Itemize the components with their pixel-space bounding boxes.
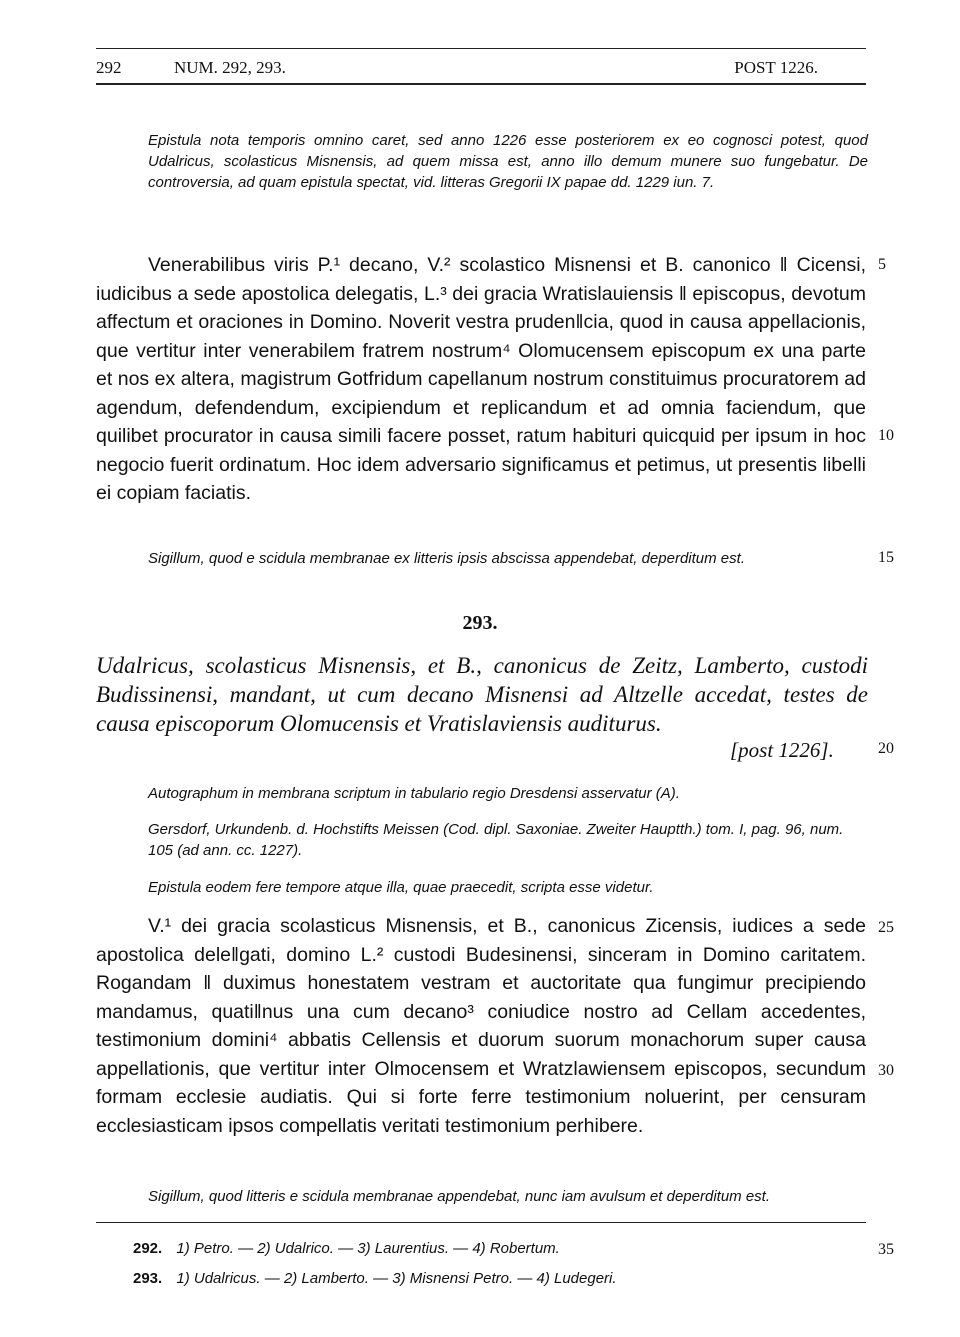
doc293-date: [post 1226]. [730,738,834,762]
doc293-seal-note: Sigillum, quod litteris e scidula membranae appendebat, nunc iam avulsum et deperditum est. [148,1188,771,1205]
header-rule-bottom [96,83,866,85]
doc292-intro: Epistula nota temporis omnino caret, sed anno 1226 esse posteriorem ex eo cognosci potest, quod Udalricus, scolasticus Misnensis, ad quem missa est, anno illo demum munere suo fungebatur. De controversia, ad quam epistula spectat, vid. litteras Gregorii IX papae dd. 1229 iun. 7. [148,132,868,191]
doc293-text [96,912,866,1140]
doc293-date-note: Epistula eodem fere tempore atque illa, quae praecedit, scripta esse videtur. [148,879,654,896]
running-header [96,58,866,80]
line-number: 30 [878,1062,894,1079]
doc292-seal-note: Sigillum, quod e scidula membranae ex litteris ipsis abscissa appendebat, deperditum est. [148,550,745,567]
line-number: 5 [878,256,886,273]
header-doc-numbers: NUM. 292, 293. [174,58,286,77]
doc293-source-note: Autographum in membrana scriptum in tabulario regio Dresdensi asservatur (A). [148,785,680,802]
footnote-292 [133,1240,560,1257]
header-date: POST 1226. [734,58,818,77]
line-number: 10 [878,427,894,444]
footnote-doc-number: 293. [133,1270,163,1287]
doc293-edition-note: Gersdorf, Urkundenb. d. Hochstifts Meissen (Cod. dipl. Saxoniae. Zweiter Hauptth.) tom. I, pag. 96, num. 105 (ad ann. cc. 1227). [148,821,844,859]
doc292-paragraph: Venerabilibus viris P.¹ decano, V.² scolastico Misnensi et B. canonico ‖ Cicensi, iudicibus a sede apostolica delegatis, L.³ dei gracia Wratislauiensis ‖ episcopus, devotum affectum et oraciones in Domino. Noverit vestra pruden‖cia, quod in causa appellacionis, que vertitur inter venerabilem fratrem nostrum⁴ Olomucensem episcopum ex una parte et nos ex altera, magistrum Gotfridum capellanum nostrum constituimus procuratorem ad agendum, defendendum, excipiendum et replicandum et ad omnia faciendum, que quilibet procurator in causa simili facere posset, ratum habituri quicquid per ipsum in hoc negocio fuerit ordinatum. Hoc idem adversario significamus et petimus, ut presentis libelli ei copiam faciatis. [96,254,866,504]
footnote-293 [133,1270,617,1287]
footnote-text: 1) Udalricus. — 2) Lamberto. — 3) Misnensi Petro. — 4) Ludegeri. [176,1270,617,1287]
footnote-rule [96,1222,866,1223]
line-number: 25 [878,919,894,936]
footnote-text: 1) Petro. — 2) Udalrico. — 3) Laurentius. — 4) Robertum. [176,1240,560,1257]
page-number: 292 [96,58,122,77]
doc293-paragraph: V.¹ dei gracia scolasticus Misnensis, et B., canonicus Zicensis, iudices a sede apostolica dele‖gati, domino L.² custodi Budesinensi, sinceram in Domino caritatem. Rogandam ‖ duximus honestatem vestram et auctoritate qua fungimur precipiendo mandamus, quati‖nus una cum decano³ coniudice nostro ad Cellam accedentes, testimonium domini⁴ abbatis Cellensis et duorum suorum monachorum super causa appellationis, que vertitur inter Olmocensem et Wratzlawiensem episcopos, secundum formam ecclesie audiatis. Qui si forte ferre testimonium noluerint, per censuram ecclesiasticam ipsos compellatis veritati testimonium perhibere. [96,915,866,1137]
doc293-regest: Udalricus, scolasticus Misnensis, et B., canonicus de Zeitz, Lamberto, custodi Budissinensi, mandant, ut cum decano Misnensi ad Altzelle accedat, testes de causa episcoporum Olomucensis et Vratislaviensis auditurus. [96,653,868,736]
line-number: 20 [878,740,894,757]
doc293-number: 293. [462,612,498,634]
footnote-doc-number: 292. [133,1240,163,1257]
line-number: 15 [878,549,894,566]
header-rule-top [96,48,866,49]
doc292-text [96,251,866,508]
line-number: 35 [878,1241,894,1258]
